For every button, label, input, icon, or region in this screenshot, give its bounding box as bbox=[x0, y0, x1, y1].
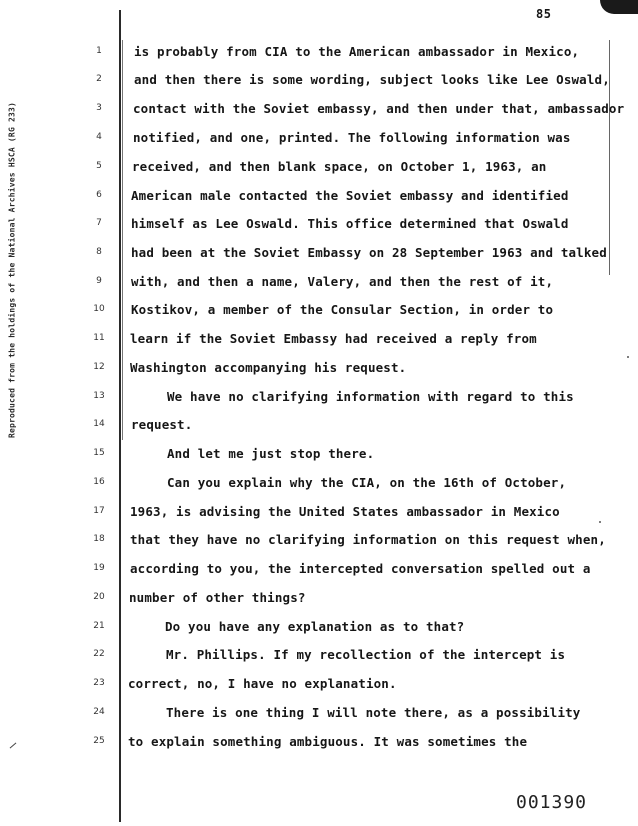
line-number: 21 bbox=[93, 621, 105, 631]
transcript-line: And let me just stop there. bbox=[167, 446, 375, 461]
transcript-line: Mr. Phillips. If my recollection of the intercept is bbox=[166, 647, 566, 662]
line-number: 15 bbox=[93, 448, 105, 458]
line-number: 7 bbox=[96, 218, 102, 228]
line-number: 22 bbox=[93, 649, 105, 659]
document-id: 001390 bbox=[516, 792, 588, 813]
transcript-line: learn if the Soviet Embassy had received a reply from bbox=[130, 331, 537, 346]
line-number: 20 bbox=[93, 592, 105, 602]
corner-smudge bbox=[600, 0, 638, 14]
archive-margin-note-text: Reproduced from the holdings of the National Archives HSCA (RG 233) bbox=[7, 101, 17, 439]
speck bbox=[627, 356, 629, 358]
line-number: 8 bbox=[96, 247, 102, 257]
transcript-line: Do you have any explanation as to that? bbox=[165, 619, 465, 634]
line-number: 12 bbox=[93, 362, 105, 372]
transcript-line: according to you, the intercepted conversation spelled out a bbox=[130, 561, 591, 576]
transcript-line: There is one thing I will note there, as a possibility bbox=[166, 705, 581, 720]
line-number: 14 bbox=[93, 419, 105, 429]
transcript-line: Can you explain why the CIA, on the 16th of October, bbox=[167, 475, 567, 490]
line-number: 6 bbox=[96, 190, 102, 200]
line-number: 3 bbox=[96, 103, 102, 113]
transcript-line: request. bbox=[131, 417, 193, 432]
line-number: 18 bbox=[93, 534, 105, 544]
line-number: 13 bbox=[93, 391, 105, 401]
transcript-line: 1963, is advising the United States ambassador in Mexico bbox=[130, 504, 560, 519]
transcript-line: We have no clarifying information with regard to this bbox=[167, 389, 574, 404]
margin-tick-mark bbox=[10, 743, 17, 749]
transcript-line: received, and then blank space, on October 1, 1963, an bbox=[132, 159, 547, 174]
line-number: 9 bbox=[96, 276, 102, 286]
transcript-line: Kostikov, a member of the Consular Section, in order to bbox=[131, 302, 554, 317]
line-number: 25 bbox=[93, 736, 105, 746]
left-margin-rule-secondary bbox=[122, 40, 123, 440]
transcript-line: American male contacted the Soviet embassy and identified bbox=[131, 188, 569, 203]
line-number: 10 bbox=[93, 304, 105, 314]
transcript-line: himself as Lee Oswald. This office determined that Oswald bbox=[131, 216, 569, 231]
speck bbox=[599, 521, 601, 523]
transcript-line: had been at the Soviet Embassy on 28 September 1963 and talked bbox=[131, 245, 607, 260]
line-number: 2 bbox=[96, 74, 102, 84]
page-number: 85 bbox=[536, 7, 552, 21]
transcript-line: that they have no clarifying information on this request when, bbox=[130, 532, 606, 547]
transcript-line: number of other things? bbox=[129, 590, 306, 605]
line-number: 11 bbox=[93, 333, 105, 343]
line-number: 5 bbox=[96, 161, 102, 171]
line-number: 16 bbox=[93, 477, 105, 487]
line-number: 23 bbox=[93, 678, 105, 688]
transcript-line: with, and then a name, Valery, and then the rest of it, bbox=[131, 274, 554, 289]
left-margin-rule bbox=[119, 10, 121, 822]
transcript-line: is probably from CIA to the American ambassador in Mexico, bbox=[134, 44, 580, 59]
transcript-line: correct, no, I have no explanation. bbox=[128, 676, 397, 691]
line-number: 24 bbox=[93, 707, 105, 717]
transcript-line: to explain something ambiguous. It was sometimes the bbox=[128, 734, 528, 749]
line-number: 1 bbox=[96, 46, 102, 56]
line-number: 4 bbox=[96, 132, 102, 142]
line-number: 17 bbox=[93, 506, 105, 516]
archive-margin-note bbox=[0, 60, 20, 480]
transcript-line: contact with the Soviet embassy, and then under that, ambassador bbox=[133, 101, 625, 116]
transcript-line: Washington accompanying his request. bbox=[130, 360, 407, 375]
line-number: 19 bbox=[93, 563, 105, 573]
transcript-line: and then there is some wording, subject looks like Lee Oswald, bbox=[134, 72, 610, 87]
transcript-line: notified, and one, printed. The following information was bbox=[133, 130, 571, 145]
